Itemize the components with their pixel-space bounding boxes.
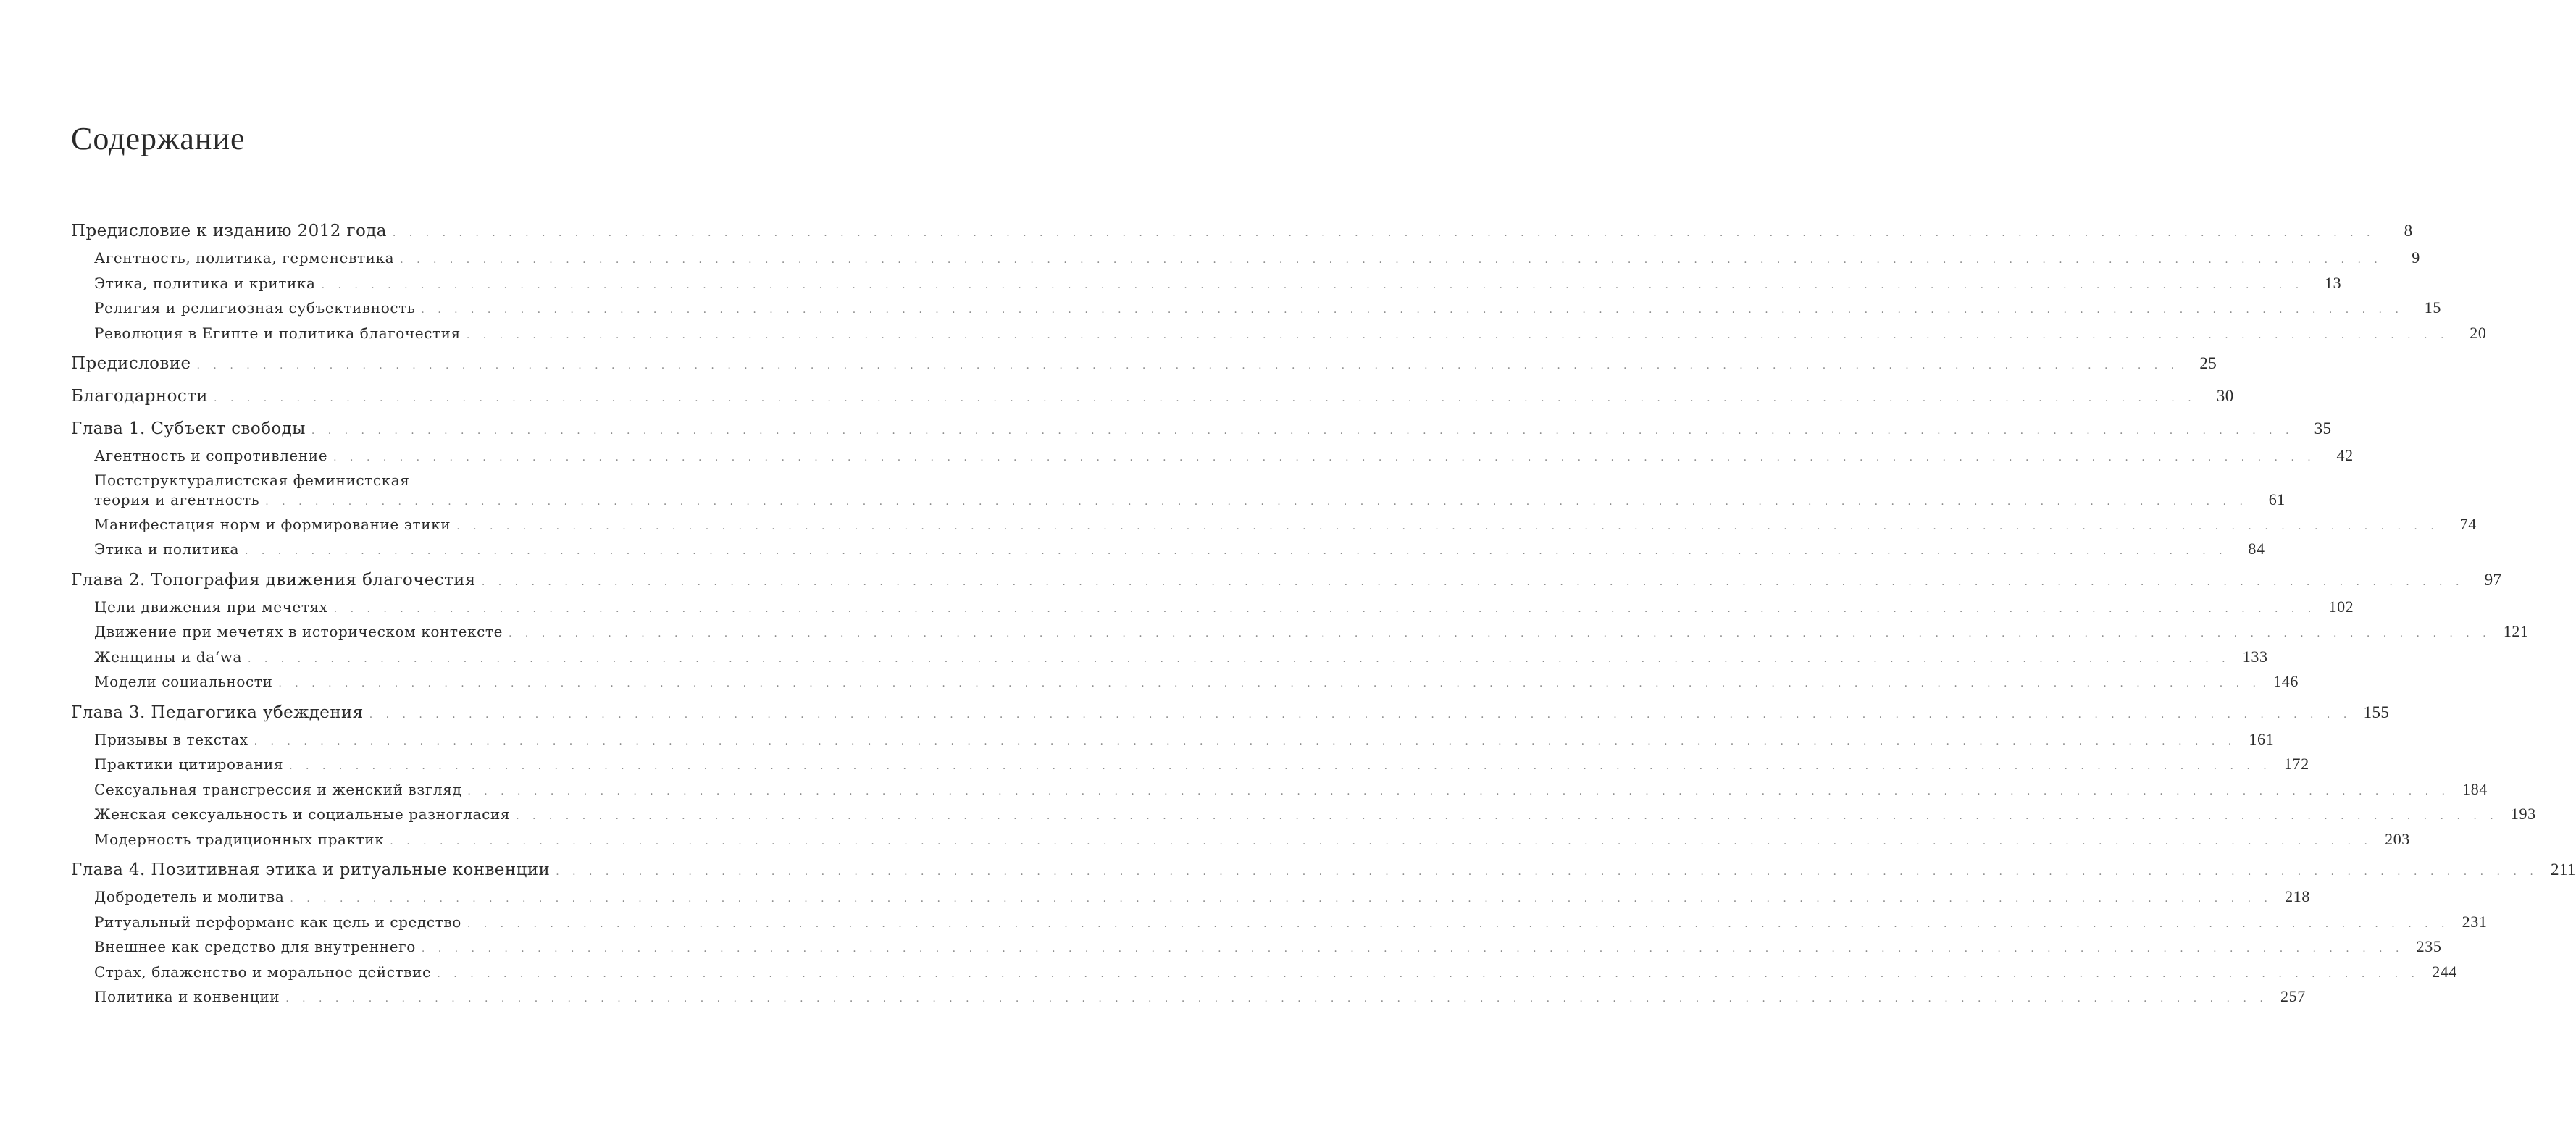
entry-title: Предисловие к изданию 2012 года bbox=[71, 222, 387, 240]
dot-leader: . . . . . . . . . . . . . . . . . . . . . . . . . . . . . . . . . . . . . . . . . . . . . . . . . . . . . . . . . . . . . . . . . . . . . . . . . . . . . . . . . . . . . . . . . . . . . . . . . . . . . . . . . . . . . . . . . . . . . . . . bbox=[556, 866, 2538, 878]
subentry-title: Модерность традиционных практик bbox=[94, 830, 385, 848]
toc-subentry[interactable] bbox=[71, 829, 2410, 855]
dot-leader: . . . . . . . . . . . . . . . . . . . . . . . . . . . . . . . . . . . . . . . . . . . . . . . . . . . . . . . . . . . . . . . . . . . . . . . . . . . . . . . . . . . . . . . . . . . . . . . . . . . . . . . . . . . . . . . . . . . . . . . . bbox=[265, 495, 2248, 508]
page-number: 102 bbox=[2328, 597, 2354, 616]
subentry-title: Внешнее как средство для внутреннего bbox=[94, 938, 416, 955]
toc-subentry[interactable] bbox=[71, 647, 2268, 673]
page-number: 30 bbox=[2216, 387, 2234, 405]
toc-subentry[interactable] bbox=[71, 323, 2487, 349]
subentry-title: Политика и конвенции bbox=[94, 988, 280, 1005]
subentry-row bbox=[94, 490, 2286, 515]
toc-subentry[interactable] bbox=[71, 912, 2488, 938]
dot-leader: . . . . . . . . . . . . . . . . . . . . . . . . . . . . . . . . . . . . . . . . . . . . . . . . . . . . . . . . . . . . . . . . . . . . . . . . . . . . . . . . . . . . . . . . . . . . . . . . . . . . . . . . . . . . . . . . . . . . . . . . bbox=[369, 708, 2352, 721]
subentry-title: Женщины и da‘wa bbox=[94, 647, 242, 666]
page-number: 15 bbox=[2424, 298, 2441, 317]
dot-leader: . . . . . . . . . . . . . . . . . . . . . . . . . . . . . . . . . . . . . . . . . . . . . . . . . . . . . . . . . . . . . . . . . . . . . . . . . . . . . . . . . . . . . . . . . . . . . . . . . . . . . . . . . . . . . . . . . . . . . . . . bbox=[311, 425, 2294, 437]
subentry-title: Цели движения при мечетях bbox=[94, 598, 328, 616]
page-number: 231 bbox=[2462, 912, 2488, 931]
toc-subentry[interactable] bbox=[71, 779, 2488, 805]
page-number: 97 bbox=[2484, 570, 2502, 589]
dot-leader: . . . . . . . . . . . . . . . . . . . . . . . . . . . . . . . . . . . . . . . . . . . . . . . . . . . . . . . . . . . . . . . . . . . . . . . . . . . . . . . . . . . . . . . . . . . . . . . . . . . . . . . . . . . . . . . . . . . . . . . . bbox=[509, 628, 2491, 640]
toc-entry[interactable] bbox=[71, 860, 2576, 887]
subentry-title: Движение при мечетях в историческом контексте bbox=[94, 623, 503, 640]
toc-subentry[interactable] bbox=[71, 248, 2420, 274]
toc-subentry[interactable] bbox=[71, 887, 2310, 913]
entry-title: Глава 1. Субъект свободы bbox=[71, 419, 306, 438]
toc-section bbox=[71, 703, 2536, 855]
toc-entry[interactable] bbox=[71, 387, 2234, 414]
entry-title: Глава 4. Позитивная этика и ритуальные конвенции bbox=[71, 860, 551, 879]
page-number: 133 bbox=[2242, 647, 2268, 666]
dot-leader: . . . . . . . . . . . . . . . . . . . . . . . . . . . . . . . . . . . . . . . . . . . . . . . . . . . . . . . . . . . . . . . . . . . . . . . . . . . . . . . . . . . . . . . . . . . . . . . . . . . . . . . . . . . . . . . . . . . . . . . . bbox=[321, 279, 2304, 291]
subentry-title: Религия и религиозная субъективность bbox=[94, 299, 416, 317]
dot-leader: . . . . . . . . . . . . . . . . . . . . . . . . . . . . . . . . . . . . . . . . . . . . . . . . . . . . . . . . . . . . . . . . . . . . . . . . . . . . . . . . . . . . . . . . . . . . . . . . . . . . . . . . . . . . . . . . . . . . . . . . bbox=[247, 653, 2230, 665]
subentry-title: Практики цитирования bbox=[94, 755, 284, 773]
dot-leader: . . . . . . . . . . . . . . . . . . . . . . . . . . . . . . . . . . . . . . . . . . . . . . . . . . . . . . . . . . . . . . . . . . . . . . . . . . . . . . . . . . . . . . . . . . . . . . . . . . . . . . . . . . . . . . . . . . . . . . . . bbox=[245, 545, 2228, 557]
dot-leader: . . . . . . . . . . . . . . . . . . . . . . . . . . . . . . . . . . . . . . . . . . . . . . . . . . . . . . . . . . . . . . . . . . . . . . . . . . . . . . . . . . . . . . . . . . . . . . . . . . . . . . . . . . . . . . . . . . . . . . . . bbox=[278, 678, 2261, 690]
toc-section bbox=[71, 570, 2529, 697]
subentry-title: Манифестация норм и формирование этики bbox=[94, 515, 451, 533]
dot-leader: . . . . . . . . . . . . . . . . . . . . . . . . . . . . . . . . . . . . . . . . . . . . . . . . . . . . . . . . . . . . . . . . . . . . . . . . . . . . . . . . . . . . . . . . . . . . . . . . . . . . . . . . . . . . . . . . . . . . . . . . bbox=[467, 785, 2450, 797]
page-number: 218 bbox=[2285, 887, 2310, 905]
page-number: 25 bbox=[2199, 354, 2217, 372]
dot-leader: . . . . . . . . . . . . . . . . . . . . . . . . . . . . . . . . . . . . . . . . . . . . . . . . . . . . . . . . . . . . . . . . . . . . . . . . . . . . . . . . . . . . . . . . . . . . . . . . . . . . . . . . . . . . . . . . . . . . . . . . bbox=[333, 452, 2316, 464]
toc-subentry[interactable] bbox=[71, 987, 2306, 1013]
page-number: 74 bbox=[2459, 514, 2477, 533]
toc-subentry[interactable] bbox=[71, 729, 2275, 755]
toc-section bbox=[71, 419, 2477, 565]
dot-leader: . . . . . . . . . . . . . . . . . . . . . . . . . . . . . . . . . . . . . . . . . . . . . . . . . . . . . . . . . . . . . . . . . . . . . . . . . . . . . . . . . . . . . . . . . . . . . . . . . . . . . . . . . . . . . . . . . . . . . . . . bbox=[481, 576, 2464, 588]
page-number: 184 bbox=[2462, 779, 2488, 798]
subentry-title: Этика, политика и критика bbox=[94, 274, 316, 292]
toc-entry[interactable] bbox=[71, 222, 2413, 248]
subentry-title: Агентность, политика, герменевтика bbox=[94, 249, 395, 267]
toc-subentry[interactable] bbox=[71, 471, 2286, 515]
page-number: 155 bbox=[2363, 703, 2390, 721]
toc-section bbox=[71, 222, 2487, 348]
subentry-title-line1: Постструктуралистская феминистская bbox=[94, 471, 410, 489]
page-number: 203 bbox=[2385, 829, 2410, 848]
toc-subentry[interactable] bbox=[71, 273, 2342, 299]
dot-leader: . . . . . . . . . . . . . . . . . . . . . . . . . . . . . . . . . . . . . . . . . . . . . . . . . . . . . . . . . . . . . . . . . . . . . . . . . . . . . . . . . . . . . . . . . . . . . . . . . . . . . . . . . . . . . . . . . . . . . . . . bbox=[254, 735, 2237, 747]
subentry-title: Этика и политика bbox=[94, 540, 239, 558]
toc-subentry[interactable] bbox=[71, 672, 2299, 697]
dot-leader: . . . . . . . . . . . . . . . . . . . . . . . . . . . . . . . . . . . . . . . . . . . . . . . . . . . . . . . . . . . . . . . . . . . . . . . . . . . . . . . . . . . . . . . . . . . . . . . . . . . . . . . . . . . . . . . . . . . . . . . . bbox=[421, 943, 2404, 955]
toc-subentry[interactable] bbox=[71, 446, 2354, 471]
subentry-title: Ритуальный перформанс как цель и средство bbox=[94, 913, 461, 931]
page-number: 146 bbox=[2273, 672, 2299, 690]
page-number: 235 bbox=[2416, 937, 2442, 955]
page-number: 84 bbox=[2248, 540, 2265, 558]
dot-leader: . . . . . . . . . . . . . . . . . . . . . . . . . . . . . . . . . . . . . . . . . . . . . . . . . . . . . . . . . . . . . . . . . . . . . . . . . . . . . . . . . . . . . . . . . . . . . . . . . . . . . . . . . . . . . . . . . . . . . . . . bbox=[466, 329, 2449, 341]
dot-leader: . . . . . . . . . . . . . . . . . . . . . . . . . . . . . . . . . . . . . . . . . . . . . . . . . . . . . . . . . . . . . . . . . . . . . . . . . . . . . . . . . . . . . . . . . . . . . . . . . . . . . . . . . . . . . . . . . . . . . . . . bbox=[333, 603, 2317, 615]
toc-subentry[interactable] bbox=[71, 298, 2441, 324]
subentry-title: Страх, блаженство и моральное действие bbox=[94, 963, 432, 981]
dot-leader: . . . . . . . . . . . . . . . . . . . . . . . . . . . . . . . . . . . . . . . . . . . . . . . . . . . . . . . . . . . . . . . . . . . . . . . . . . . . . . . . . . . . . . . . . . . . . . . . . . . . . . . . . . . . . . . . . . . . . . . . bbox=[214, 393, 2196, 404]
toc-subentry[interactable] bbox=[71, 962, 2457, 988]
page-number: 172 bbox=[2283, 755, 2309, 773]
dot-leader: . . . . . . . . . . . . . . . . . . . . . . . . . . . . . . . . . . . . . . . . . . . . . . . . . . . . . . . . . . . . . . . . . . . . . . . . . . . . . . . . . . . . . . . . . . . . . . . . . . . . . . . . . . . . . . . . . . . . . . . . bbox=[437, 968, 2420, 980]
dot-leader: . . . . . . . . . . . . . . . . . . . . . . . . . . . . . . . . . . . . . . . . . . . . . . . . . . . . . . . . . . . . . . . . . . . . . . . . . . . . . . . . . . . . . . . . . . . . . . . . . . . . . . . . . . . . . . . . . . . . . . . . bbox=[196, 360, 2180, 372]
page-number: 61 bbox=[2268, 490, 2286, 508]
dot-leader: . . . . . . . . . . . . . . . . . . . . . . . . . . . . . . . . . . . . . . . . . . . . . . . . . . . . . . . . . . . . . . . . . . . . . . . . . . . . . . . . . . . . . . . . . . . . . . . . . . . . . . . . . . . . . . . . . . . . . . . . bbox=[392, 227, 2375, 239]
toc-section bbox=[71, 860, 2576, 1013]
page-number: 13 bbox=[2324, 273, 2342, 292]
toc-entry[interactable] bbox=[71, 703, 2390, 730]
page-number: 161 bbox=[2249, 729, 2275, 748]
entry-title: Глава 3. Педагогика убеждения bbox=[71, 703, 364, 722]
dot-leader: . . . . . . . . . . . . . . . . . . . . . . . . . . . . . . . . . . . . . . . . . . . . . . . . . . . . . . . . . . . . . . . . . . . . . . . . . . . . . . . . . . . . . . . . . . . . . . . . . . . . . . . . . . . . . . . . . . . . . . . . bbox=[421, 304, 2404, 316]
subentry-title: Модели социальности bbox=[94, 673, 273, 690]
page-title: Содержание bbox=[71, 121, 246, 156]
subentry-title-line2: теория и агентность bbox=[94, 490, 260, 508]
toc-subentry[interactable] bbox=[71, 622, 2529, 647]
dot-leader: . . . . . . . . . . . . . . . . . . . . . . . . . . . . . . . . . . . . . . . . . . . . . . . . . . . . . . . . . . . . . . . . . . . . . . . . . . . . . . . . . . . . . . . . . . . . . . . . . . . . . . . . . . . . . . . . . . . . . . . . bbox=[516, 810, 2498, 822]
page-number: 193 bbox=[2510, 805, 2536, 823]
subentry-title: Агентность и сопротивление bbox=[94, 447, 328, 464]
dot-leader: . . . . . . . . . . . . . . . . . . . . . . . . . . . . . . . . . . . . . . . . . . . . . . . . . . . . . . . . . . . . . . . . . . . . . . . . . . . . . . . . . . . . . . . . . . . . . . . . . . . . . . . . . . . . . . . . . . . . . . . . bbox=[289, 760, 2272, 772]
toc-entry[interactable] bbox=[71, 354, 2217, 381]
entry-title: Благодарности bbox=[71, 387, 209, 406]
page-number: 9 bbox=[2412, 248, 2420, 267]
page-number: 20 bbox=[2470, 323, 2487, 342]
subentry-title: Революция в Египте и политика благочестия bbox=[94, 324, 461, 342]
page-number: 42 bbox=[2336, 446, 2354, 464]
toc-subentry[interactable] bbox=[71, 540, 2265, 565]
subentry-title: Сексуальная трансгрессия и женский взгляд bbox=[94, 780, 462, 798]
entry-title: Предисловие bbox=[71, 354, 191, 373]
toc-entry[interactable] bbox=[71, 419, 2332, 446]
page-number: 244 bbox=[2432, 962, 2457, 981]
toc-section bbox=[71, 387, 2234, 414]
subentry-title: Женская сексуальность и социальные разногласия bbox=[94, 805, 511, 823]
dot-leader: . . . . . . . . . . . . . . . . . . . . . . . . . . . . . . . . . . . . . . . . . . . . . . . . . . . . . . . . . . . . . . . . . . . . . . . . . . . . . . . . . . . . . . . . . . . . . . . . . . . . . . . . . . . . . . . . . . . . . . . . bbox=[290, 893, 2272, 905]
toc-subentry[interactable] bbox=[71, 755, 2309, 780]
dot-leader: . . . . . . . . . . . . . . . . . . . . . . . . . . . . . . . . . . . . . . . . . . . . . . . . . . . . . . . . . . . . . . . . . . . . . . . . . . . . . . . . . . . . . . . . . . . . . . . . . . . . . . . . . . . . . . . . . . . . . . . . bbox=[467, 918, 2450, 930]
dot-leader: . . . . . . . . . . . . . . . . . . . . . . . . . . . . . . . . . . . . . . . . . . . . . . . . . . . . . . . . . . . . . . . . . . . . . . . . . . . . . . . . . . . . . . . . . . . . . . . . . . . . . . . . . . . . . . . . . . . . . . . . bbox=[400, 254, 2383, 266]
toc-subentry[interactable] bbox=[71, 597, 2354, 623]
toc-section bbox=[71, 354, 2217, 381]
subentry-title: Призывы в текстах bbox=[94, 730, 248, 748]
table-of-contents bbox=[71, 222, 2576, 1013]
page-number: 35 bbox=[2314, 419, 2332, 437]
dot-leader: . . . . . . . . . . . . . . . . . . . . . . . . . . . . . . . . . . . . . . . . . . . . . . . . . . . . . . . . . . . . . . . . . . . . . . . . . . . . . . . . . . . . . . . . . . . . . . . . . . . . . . . . . . . . . . . . . . . . . . . . bbox=[390, 835, 2372, 847]
subentry-title: Добродетель и молитва bbox=[94, 888, 285, 905]
toc-subentry[interactable] bbox=[71, 937, 2442, 963]
toc-subentry[interactable] bbox=[71, 514, 2477, 540]
entry-title: Глава 2. Топография движения благочестия bbox=[71, 570, 476, 590]
page-number: 211 bbox=[2550, 860, 2576, 879]
toc-subentry[interactable] bbox=[71, 805, 2536, 830]
toc-entry[interactable] bbox=[71, 570, 2502, 598]
page-number: 121 bbox=[2503, 622, 2529, 640]
page-number: 257 bbox=[2280, 987, 2306, 1005]
dot-leader: . . . . . . . . . . . . . . . . . . . . . . . . . . . . . . . . . . . . . . . . . . . . . . . . . . . . . . . . . . . . . . . . . . . . . . . . . . . . . . . . . . . . . . . . . . . . . . . . . . . . . . . . . . . . . . . . . . . . . . . . bbox=[285, 993, 2268, 1005]
dot-leader: . . . . . . . . . . . . . . . . . . . . . . . . . . . . . . . . . . . . . . . . . . . . . . . . . . . . . . . . . . . . . . . . . . . . . . . . . . . . . . . . . . . . . . . . . . . . . . . . . . . . . . . . . . . . . . . . . . . . . . . . bbox=[456, 520, 2439, 532]
page-number: 8 bbox=[2404, 222, 2413, 240]
